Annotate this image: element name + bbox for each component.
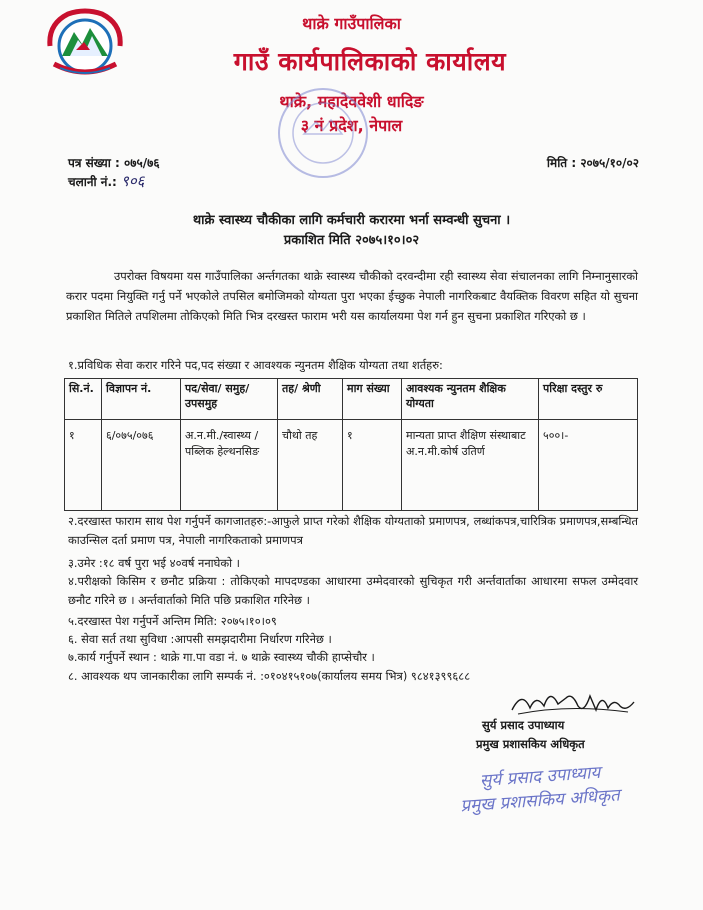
municipality-name: थाक्रे गाउँपालिका (302, 14, 401, 33)
reference-number (68, 154, 160, 171)
signatory-title: प्रमुख प्रशासकिय अधिकृत (476, 737, 585, 751)
office-name: गाउँ कार्यपालिकाको कार्यालय (233, 47, 507, 76)
table-header-row (65, 379, 638, 420)
reference-value: ०७५/७६ (123, 156, 160, 170)
condition-7-workplace: ७.कार्य गर्नुपर्ने स्थान : थाक्रे गा.पा वडा नं. ७ थाक्रे स्वास्थ्य चौकी हाप्सेचौर । (68, 650, 375, 664)
cell-serial: १ (65, 420, 102, 511)
cell-level: चौथो तह (278, 420, 343, 511)
condition-2-documents: २.दरखास्त फाराम साथ पेश गर्नुपर्ने कागजातहरु:-आफुले प्राप्त गरेको शैक्षिक योग्यताको प्रमाणपत्र, लब्धांकपत्र,चारित्रिक प्रमाणपत्र,सम्बन्धित काउन्सिल दर्ता प्रमाण पत्र, नेपाली नागरिकताको प्रमाणपत्र (68, 514, 638, 547)
published-date: प्रकाशित मिति २०७५।१०।०२ (283, 233, 420, 248)
dispatch-label: चलानी नं.: (68, 175, 117, 189)
section-1-heading: १.प्रविधिक सेवा करार गरिने पद,पद संख्या र आवश्यक न्युनतम शैक्षिक योग्यता तथा शर्तहरु: (68, 358, 443, 372)
condition-8-contact: ८. आवश्यक थप जानकारीका लागि सम्पर्क नं. :०१०४१५१०७(कार्यालय समय भित्र) ९८४१३९९६८८ (68, 669, 471, 683)
posts-table (64, 378, 638, 511)
condition-5-deadline: ५.दरखास्त पेश गर्नुपर्ने अन्तिम मिति: २०७५।१०।०९ (68, 614, 277, 628)
name-stamp-line-1: सुर्य प्रसाद उपाध्याय (479, 762, 601, 792)
reference-label: पत्र संख्या : (68, 156, 120, 170)
dispatch-number (68, 171, 144, 191)
col-ad-number: विज्ञापन नं. (102, 379, 181, 420)
address-line-1: थाक्रे, महादेववेशी धादिङ (279, 92, 424, 111)
cell-qualification: मान्यता प्राप्त शैक्षिण संस्थाबाट अ.न.मी.कोर्ष उतिर्ण (402, 420, 539, 511)
date-label: मिति : (546, 156, 577, 170)
col-exam-fee: परिक्षा दस्तुर रु (539, 379, 638, 420)
col-demand: माग संख्या (343, 379, 402, 420)
date-value: २०७५/१०/०२ (580, 156, 639, 170)
signatory-name: सुर्य प्रसाद उपाध्याय (482, 718, 565, 732)
condition-6-facilities: ६. सेवा सर्त तथा सुविधा :आपसी समझदारीमा निर्धारण गरिनेछ । (68, 632, 332, 646)
letter-date (547, 154, 639, 171)
cell-exam-fee: ५००।- (539, 420, 638, 511)
dispatch-value: ९०६ (121, 172, 145, 190)
cell-position: अ.न.मी./स्वास्थ्य /पब्लिक हेल्थनसिङ (181, 420, 278, 511)
round-office-seal-icon (276, 86, 370, 180)
intro-paragraph: उपरोक्त विषयमा यस गाउँपालिका अर्न्तगतका थाक्रे स्वास्थ्य चौकीको दरवन्दीमा रही स्वास्थ्य सेवा संचालनका लागि निम्नानुसारको करार पदमा नियुक्ति गर्नु पर्ने भएकोले तपसिल बमोजिमको योग्यता पुरा भएका ईच्छुक नेपाली नागरिकबाट वैयक्तिक विवरण सहित यो सुचना प्रकाशित मितिले तपशिलमा तोकिएको मिति भित्र दरखस्त फाराम भरी यस कार्यालयमा पेश गर्न हुन सुचना प्रकाशित गरिएको छ । (66, 269, 638, 323)
col-position: पद/सेवा/ समुह/उपसमुह (181, 379, 278, 420)
condition-3-age: ३.उमेर :१८ वर्ष पुरा भई ४०वर्ष ननाघेको । (68, 556, 240, 570)
address-line-2: ३ नं प्रदेश, नेपाल (300, 116, 403, 135)
cell-ad-number: ६/०७५/०७६ (102, 420, 181, 511)
condition-4-selection: ४.परीक्षको किसिम र छनौट प्रक्रिया : तोकिएको मापदण्डका आधारमा उम्मेदवारको सुचिकृत गरी अर्न्तवार्ताका आधारमा सफल उम्मेदवार छनौट गरिने छ । अर्न्तवार्ताको मिति पछि प्रकाशित गरिनेछ । (68, 574, 638, 607)
col-serial: सि.नं. (65, 379, 102, 420)
col-qualification: आवश्यक न्युनतम शैक्षिक योग्यता (402, 379, 539, 420)
col-level: तह/ श्रेणी (278, 379, 343, 420)
name-stamp-line-2: प्रमुख प्रशासकिय अधिकृत (459, 785, 621, 817)
table-row (65, 420, 638, 511)
notice-title: थाक्रे स्वास्थ्य चौकीका लागि कर्मचारी करारमा भर्ना सम्वन्धी सुचना । (192, 213, 511, 228)
cell-demand: १ (343, 420, 402, 511)
handwritten-signature-icon (508, 684, 638, 720)
